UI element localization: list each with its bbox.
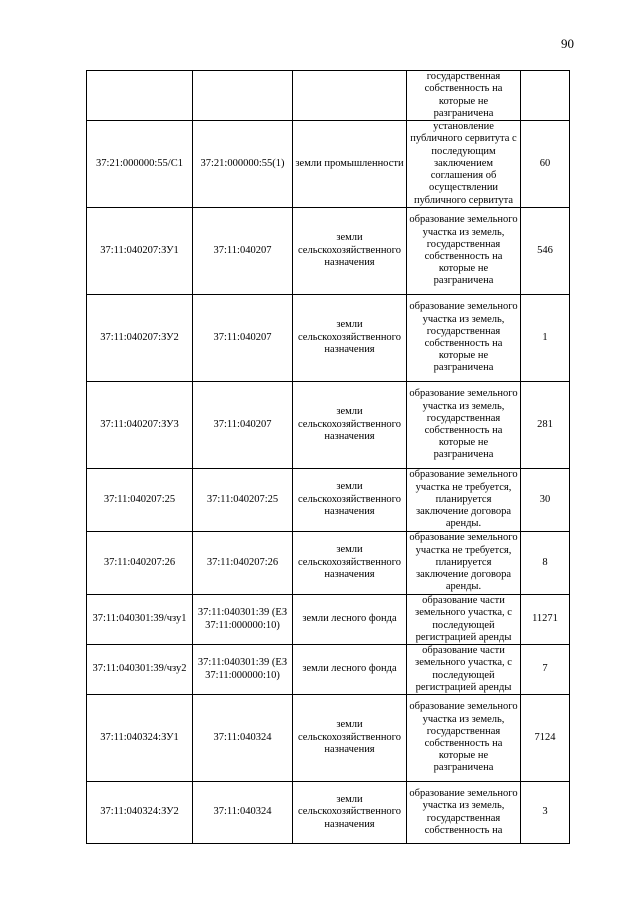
table-body — [87, 71, 570, 844]
land-category-cell: земли промышленности — [293, 121, 407, 208]
plot-id-cell: 37:11:040207:ЗУ1 — [87, 208, 193, 295]
plot-id-cell: 37:21:000000:55/С1 — [87, 121, 193, 208]
table-row — [87, 295, 570, 382]
land-category-cell: земли сельскохозяйственного назначения — [293, 695, 407, 782]
land-category-cell: земли сельскохозяйственного назначения — [293, 782, 407, 844]
plot-id-cell: 37:11:040207:ЗУ3 — [87, 382, 193, 469]
source-plot-cell: 37:11:040207:25 — [193, 469, 293, 532]
purpose-cell: образование земельного участка из земель, государственная собственность на которые не разграничена — [407, 382, 521, 469]
plot-id-cell: 37:11:040301:39/чзу2 — [87, 645, 193, 695]
source-plot-cell: 37:11:040207 — [193, 208, 293, 295]
area-cell: 7 — [521, 645, 570, 695]
table-row — [87, 595, 570, 645]
purpose-cell: установление публичного сервитута с последующим заключением соглашения об осуществлении публичного сервитута — [407, 121, 521, 208]
area-cell: 281 — [521, 382, 570, 469]
table-row — [87, 695, 570, 782]
land-category-cell: земли сельскохозяйственного назначения — [293, 295, 407, 382]
table-row — [87, 382, 570, 469]
purpose-cell: образование части земельного участка, с последующей регистрацией аренды — [407, 595, 521, 645]
purpose-cell: образование земельного участка не требуется, планируется заключение договора аренды. — [407, 469, 521, 532]
area-cell: 11271 — [521, 595, 570, 645]
table-row — [87, 121, 570, 208]
land-category-cell: земли лесного фонда — [293, 645, 407, 695]
plot-id-cell: 37:11:040301:39/чзу1 — [87, 595, 193, 645]
purpose-cell: образование земельного участка из земель, государственная собственность на которые не разграничена — [407, 208, 521, 295]
area-cell: 3 — [521, 782, 570, 844]
plot-id-cell: 37:11:040207:ЗУ2 — [87, 295, 193, 382]
source-plot-cell: 37:11:040301:39 (ЕЗ 37:11:000000:10) — [193, 595, 293, 645]
land-category-cell: земли сельскохозяйственного назначения — [293, 382, 407, 469]
table-row — [87, 645, 570, 695]
purpose-cell: образование земельного участка из земель, государственная собственность на которые не разграничена — [407, 295, 521, 382]
area-cell: 30 — [521, 469, 570, 532]
purpose-cell: образование части земельного участка, с последующей регистрацией аренды — [407, 645, 521, 695]
table-row — [87, 782, 570, 844]
source-plot-cell: 37:11:040324 — [193, 695, 293, 782]
plot-id-cell: 37:11:040207:26 — [87, 532, 193, 595]
area-cell: 8 — [521, 532, 570, 595]
table-row — [87, 208, 570, 295]
purpose-cell: образование земельного участка из земель, государственная собственность на которые не разграничена — [407, 695, 521, 782]
plot-id-cell: 37:11:040207:25 — [87, 469, 193, 532]
area-cell: 1 — [521, 295, 570, 382]
plot-id-cell: 37:11:040324:ЗУ2 — [87, 782, 193, 844]
table-row — [87, 71, 570, 121]
source-plot-cell — [193, 71, 293, 121]
purpose-cell: образование земельного участка не требуется, планируется заключение договора аренды. — [407, 532, 521, 595]
land-plots-table — [86, 70, 570, 844]
plot-id-cell: 37:11:040324:ЗУ1 — [87, 695, 193, 782]
area-cell: 546 — [521, 208, 570, 295]
area-cell: 7124 — [521, 695, 570, 782]
purpose-cell: государственная собственность на которые не разграничена — [407, 71, 521, 121]
area-cell — [521, 71, 570, 121]
plot-id-cell — [87, 71, 193, 121]
purpose-cell: образование земельного участка из земель, государственная собственность на — [407, 782, 521, 844]
source-plot-cell: 37:11:040207:26 — [193, 532, 293, 595]
source-plot-cell: 37:11:040207 — [193, 382, 293, 469]
land-category-cell: земли сельскохозяйственного назначения — [293, 469, 407, 532]
page-number: 90 — [561, 36, 574, 51]
source-plot-cell: 37:11:040301:39 (ЕЗ 37:11:000000:10) — [193, 645, 293, 695]
source-plot-cell: 37:11:040324 — [193, 782, 293, 844]
land-category-cell — [293, 71, 407, 121]
land-category-cell: земли сельскохозяйственного назначения — [293, 208, 407, 295]
source-plot-cell: 37:11:040207 — [193, 295, 293, 382]
land-category-cell: земли лесного фонда — [293, 595, 407, 645]
source-plot-cell: 37:21:000000:55(1) — [193, 121, 293, 208]
area-cell: 60 — [521, 121, 570, 208]
table-row — [87, 532, 570, 595]
table-row — [87, 469, 570, 532]
land-category-cell: земли сельскохозяйственного назначения — [293, 532, 407, 595]
